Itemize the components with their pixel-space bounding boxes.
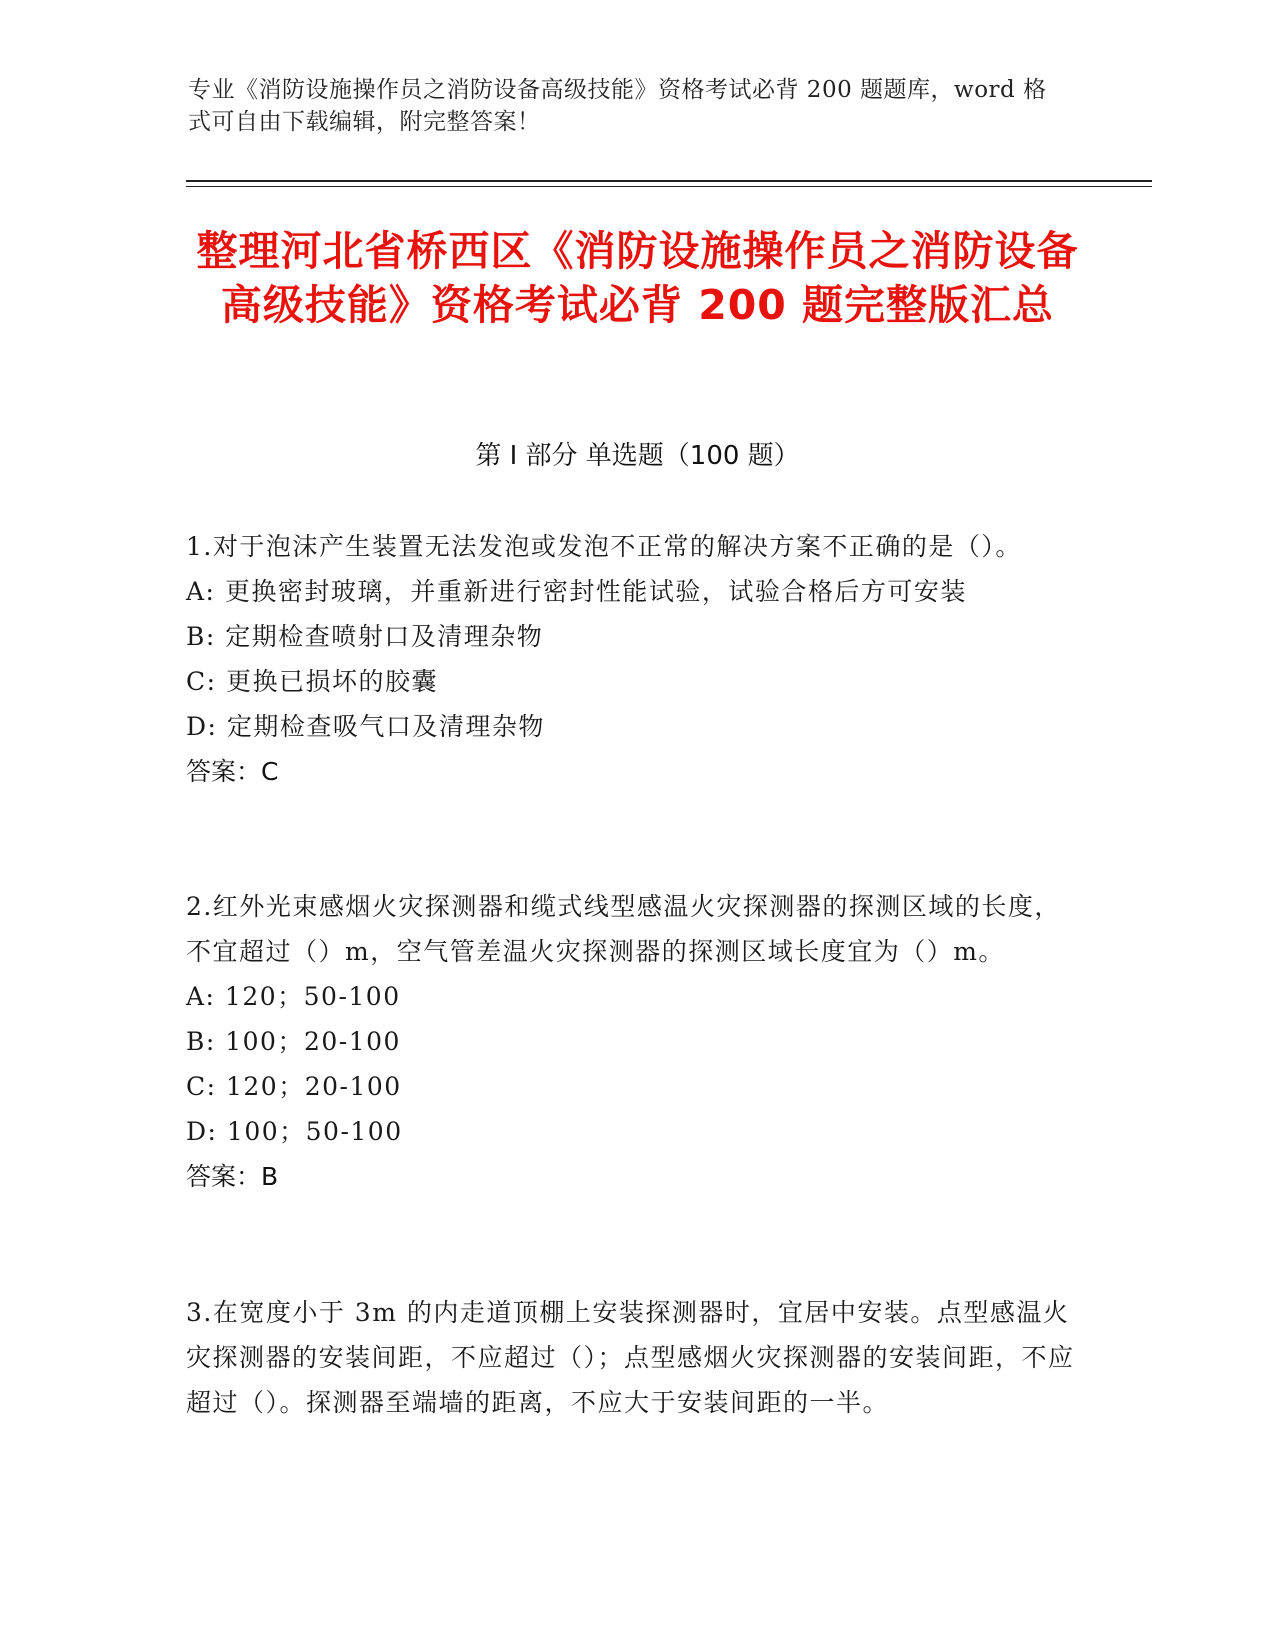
question-stem: 3.在宽度小于 3m 的内走道顶棚上安装探测器时，宜居中安装。点型感温火灾探测器的安装间距，不应超过（）；点型感烟火灾探测器的安装间距，不应超过（）。探测器至端墙的距离，不应大于安装间距的一半。 <box>186 1298 1075 1417</box>
header-note: 专业《消防设施操作员之消防设备高级技能》资格考试必背 200 题题库，word 格式可自由下载编辑，附完整答案！ <box>188 77 1047 135</box>
question-1 <box>186 524 1076 794</box>
option-a: A: 更换密封玻璃，并重新进行密封性能试验，试验合格后方可安装 <box>186 577 967 606</box>
option-d: D: 定期检查吸气口及清理杂物 <box>186 712 545 741</box>
question-stem: 1.对于泡沫产生装置无法发泡或发泡不正常的解决方案不正确的是（）。 <box>186 532 1022 561</box>
header-rule-thin <box>186 186 1152 187</box>
answer: 答案：C <box>186 757 279 786</box>
question-3 <box>186 1290 1076 1425</box>
answer: 答案：B <box>186 1162 279 1191</box>
option-a: A: 120；50-100 <box>186 982 401 1011</box>
option-b: B: 100；20-100 <box>186 1027 401 1056</box>
option-c: C: 120；20-100 <box>186 1072 402 1101</box>
question-2 <box>186 884 1076 1199</box>
header-rule-thick <box>186 180 1152 182</box>
document-title: 整理河北省桥西区《消防设施操作员之消防设备高级技能》资格考试必背 200 题完整版汇总 <box>196 227 1079 329</box>
question-stem: 2.红外光束感烟火灾探测器和缆式线型感温火灾探测器的探测区域的长度，不宜超过（）m，空气管差温火灾探测器的探测区域长度宜为（）m。 <box>186 892 1061 966</box>
option-b: B: 定期检查喷射口及清理杂物 <box>186 622 544 651</box>
option-c: C: 更换已损坏的胶囊 <box>186 667 438 696</box>
option-d: D: 100；50-100 <box>186 1117 403 1146</box>
section-title: 第 I 部分 单选题（100 题） <box>475 441 800 471</box>
